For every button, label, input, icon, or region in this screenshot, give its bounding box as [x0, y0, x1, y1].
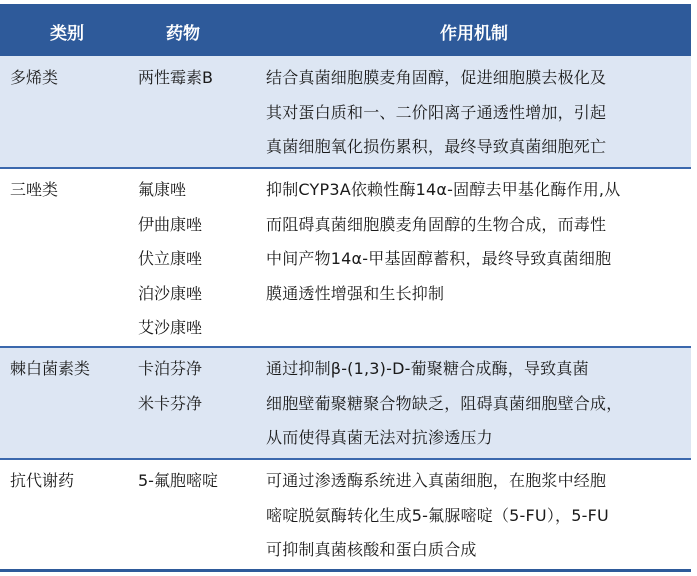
mechanism-line: 膜通透性增强和生长抑制	[266, 283, 445, 303]
drug-name: 泊沙康唑	[138, 283, 203, 303]
table-row	[0, 56, 691, 167]
drug-name: 伊曲康唑	[138, 214, 203, 234]
table-bottom-border	[0, 569, 691, 572]
category-cell: 多烯类	[10, 68, 59, 87]
drug-cell	[138, 464, 218, 499]
drug-name: 5-氟胞嘧啶	[138, 471, 218, 490]
drug-name: 两性霉素B	[138, 68, 213, 87]
category-cell: 抗代谢药	[10, 471, 75, 490]
drug-cell	[138, 352, 202, 421]
mechanism-cell	[266, 464, 609, 568]
mechanism-line: 从而使得真菌无法对抗渗透压力	[266, 428, 493, 447]
drug-name: 米卡芬净	[138, 393, 203, 413]
mechanism-line: 嘧啶脱氨酶转化生成5-氟脲嘧啶（5-FU），5-FU	[266, 505, 609, 525]
mechanism-line: 可抑制真菌核酸和蛋白质合成	[266, 540, 477, 559]
drug-name: 伏立康唑	[138, 249, 203, 268]
mechanism-line: 结合真菌细胞膜麦角固醇，促进细胞膜去极化及	[266, 68, 607, 87]
drug-name: 卡泊芬净	[138, 359, 203, 378]
table-row	[0, 460, 691, 569]
header-drug: 药物	[166, 24, 200, 44]
drug-name: 艾沙康唑	[138, 318, 203, 337]
mechanism-line: 抑制CYP3A依赖性酶14α-固醇去甲基化酶作用,从	[266, 180, 621, 199]
mechanism-line: 细胞壁葡聚糖聚合物缺乏，阻碍真菌细胞壁合成，	[266, 393, 623, 413]
header-category: 类别	[50, 24, 84, 44]
header-mechanism: 作用机制	[440, 24, 508, 44]
mechanism-line: 而阻碍真菌细胞膜麦角固醇的生物合成，而毒性	[266, 214, 607, 234]
mechanism-line: 真菌细胞氧化损伤累积，最终导致真菌细胞死亡	[266, 137, 607, 156]
table-row	[0, 169, 691, 346]
category-cell: 棘白菌素类	[10, 359, 91, 378]
mechanism-cell	[266, 61, 606, 165]
category-cell: 三唑类	[10, 180, 59, 199]
mechanism-cell	[266, 352, 622, 456]
drug-cell	[138, 61, 213, 96]
drug-name: 氟康唑	[138, 180, 187, 199]
mechanism-line: 其对蛋白质和一、二价阳离子通透性增加，引起	[266, 102, 607, 122]
table-header	[0, 4, 691, 56]
mechanism-line: 中间产物14α-甲基固醇蓄积，最终导致真菌细胞	[266, 249, 612, 268]
table-row	[0, 348, 691, 458]
mechanism-line: 可通过渗透酶系统进入真菌细胞，在胞浆中经胞	[266, 471, 607, 490]
mechanism-cell	[266, 173, 620, 311]
mechanism-line: 通过抑制β-(1,3)-D-葡聚糖合成酶，导致真菌	[266, 359, 589, 378]
drug-cell	[138, 173, 202, 346]
